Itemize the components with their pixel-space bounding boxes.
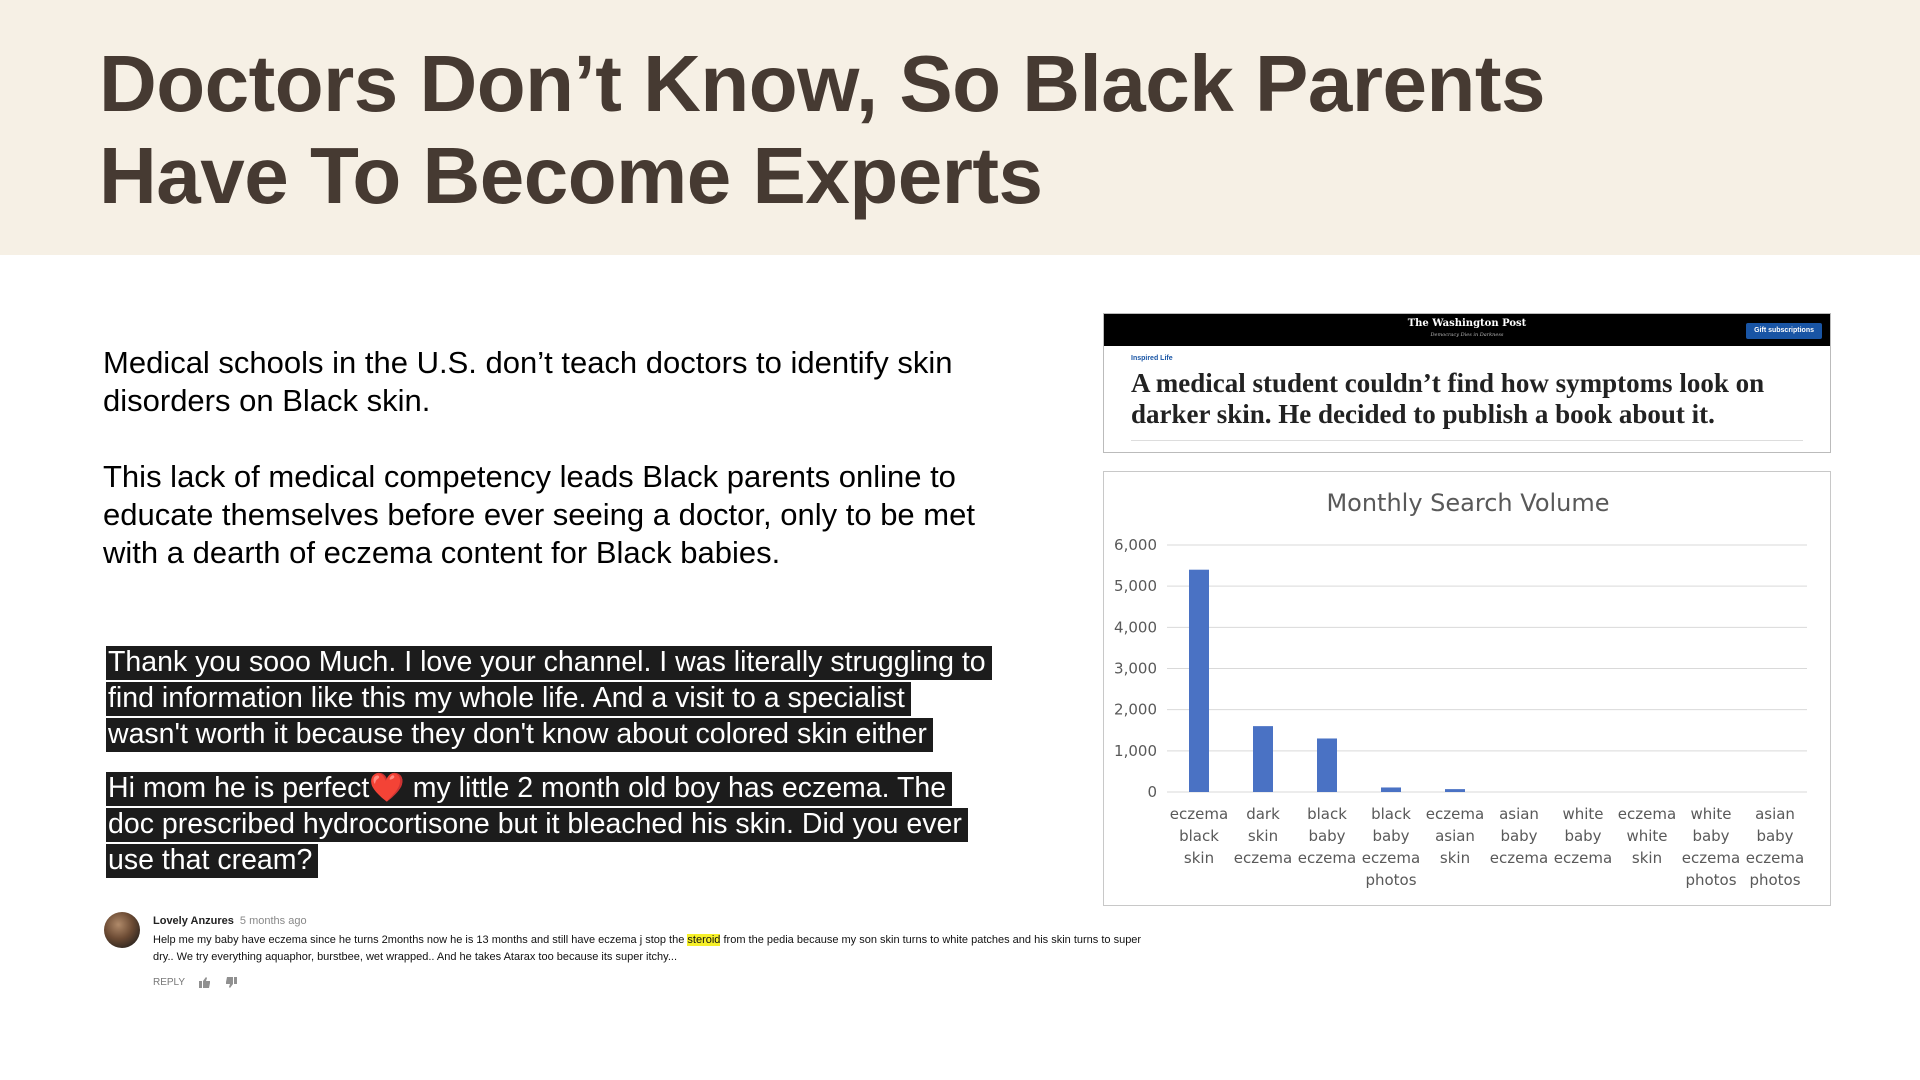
x-tick-label: asian baby eczema photos <box>1745 805 1805 889</box>
reply-button[interactable]: REPLY <box>153 977 186 988</box>
bar <box>1189 570 1209 792</box>
article-section[interactable]: Inspired Life <box>1131 355 1173 362</box>
y-tick-label: 6,000 <box>1114 536 1157 554</box>
highlighted-word: steroid <box>687 934 721 946</box>
x-tick-label: black baby eczema <box>1297 805 1357 867</box>
chart-title: Monthly Search Volume <box>1326 489 1610 517</box>
y-tick-label: 3,000 <box>1114 659 1157 678</box>
x-tick-label: black baby eczema photos <box>1361 805 1421 889</box>
title-banner <box>0 0 1920 255</box>
y-tick-label: 0 <box>1147 783 1157 801</box>
quote-text-start: Hi mom he is perfect <box>108 772 370 804</box>
context-paragraph: This lack of medical competency leads Black parents online to educate themselves before ever seeing a doctor, only to be met with a dearth of eczema content for Black babies. <box>103 459 975 570</box>
comment-text: Help me my baby have eczema since he turns 2months now he is 13 months and still have eczema j stop the steroid from the pedia because my son skin turns to white patches and his skin turns to super dry.. We try everything aquaphor, burstbee, wet wrapped.. And he takes Atarax too because its super itchy... <box>153 934 1142 963</box>
bar <box>1381 787 1401 792</box>
quote-card-2 <box>106 770 986 878</box>
quote-text: Thank you sooo Much. I love your channel. I was literally struggling to find information like this my whole life. And a visit to a specialist wasn't worth it because they don't know about colored skin either <box>106 646 992 752</box>
y-tick-label: 4,000 <box>1114 618 1157 637</box>
slide-title: Doctors Don’t Know, So Black Parents Have To Become Experts <box>99 39 1545 220</box>
x-tick-label: dark skin eczema <box>1233 805 1293 867</box>
article-screenshot <box>1103 313 1831 453</box>
comment-time[interactable]: 5 months ago <box>239 915 307 927</box>
bar <box>1317 738 1337 792</box>
article-headline[interactable]: A medical student couldn’t find how symptoms look on darker skin. He decided to publish a book about it. <box>1131 368 1765 429</box>
thumbs-down-icon[interactable] <box>225 977 237 988</box>
bar <box>1253 726 1273 792</box>
quote-card-1 <box>106 644 986 752</box>
gift-subscriptions-button[interactable]: Gift subscriptions <box>1746 323 1822 339</box>
x-tick-label: white baby eczema <box>1553 805 1613 867</box>
divider <box>1131 440 1803 441</box>
y-tick-label: 5,000 <box>1114 577 1157 596</box>
thumbs-up-icon[interactable] <box>199 977 211 988</box>
x-tick-label: eczema black skin <box>1169 805 1229 867</box>
avatar[interactable] <box>104 912 140 948</box>
quote-text <box>106 772 968 878</box>
y-tick-label: 1,000 <box>1114 741 1157 760</box>
youtube-comment <box>104 910 1164 1000</box>
quote-text-end: my little 2 month old boy has eczema. The doc prescribed hydrocortisone but it bleached his skin. Did you ever use that cream? <box>108 772 962 876</box>
x-tick-label: eczema white skin <box>1617 805 1677 867</box>
x-tick-label: white baby eczema photos <box>1681 805 1741 889</box>
x-tick-label: eczema asian skin <box>1425 805 1485 867</box>
intro-paragraph: Medical schools in the U.S. don’t teach doctors to identify skin disorders on Black skin. <box>103 345 953 418</box>
x-tick-label: asian baby eczema <box>1489 805 1549 867</box>
y-tick-label: 2,000 <box>1114 700 1157 719</box>
search-volume-chart <box>1103 471 1831 906</box>
bar <box>1445 789 1465 792</box>
comment-actions <box>153 977 237 988</box>
chart-canvas <box>1104 472 1832 907</box>
newspaper-logo: The Washington Post <box>1407 318 1527 329</box>
heart-emoji: ❤️ <box>369 772 405 804</box>
comment-author[interactable]: Lovely Anzures <box>153 915 234 927</box>
newspaper-tagline: Democracy Dies in Darkness <box>1430 332 1504 338</box>
